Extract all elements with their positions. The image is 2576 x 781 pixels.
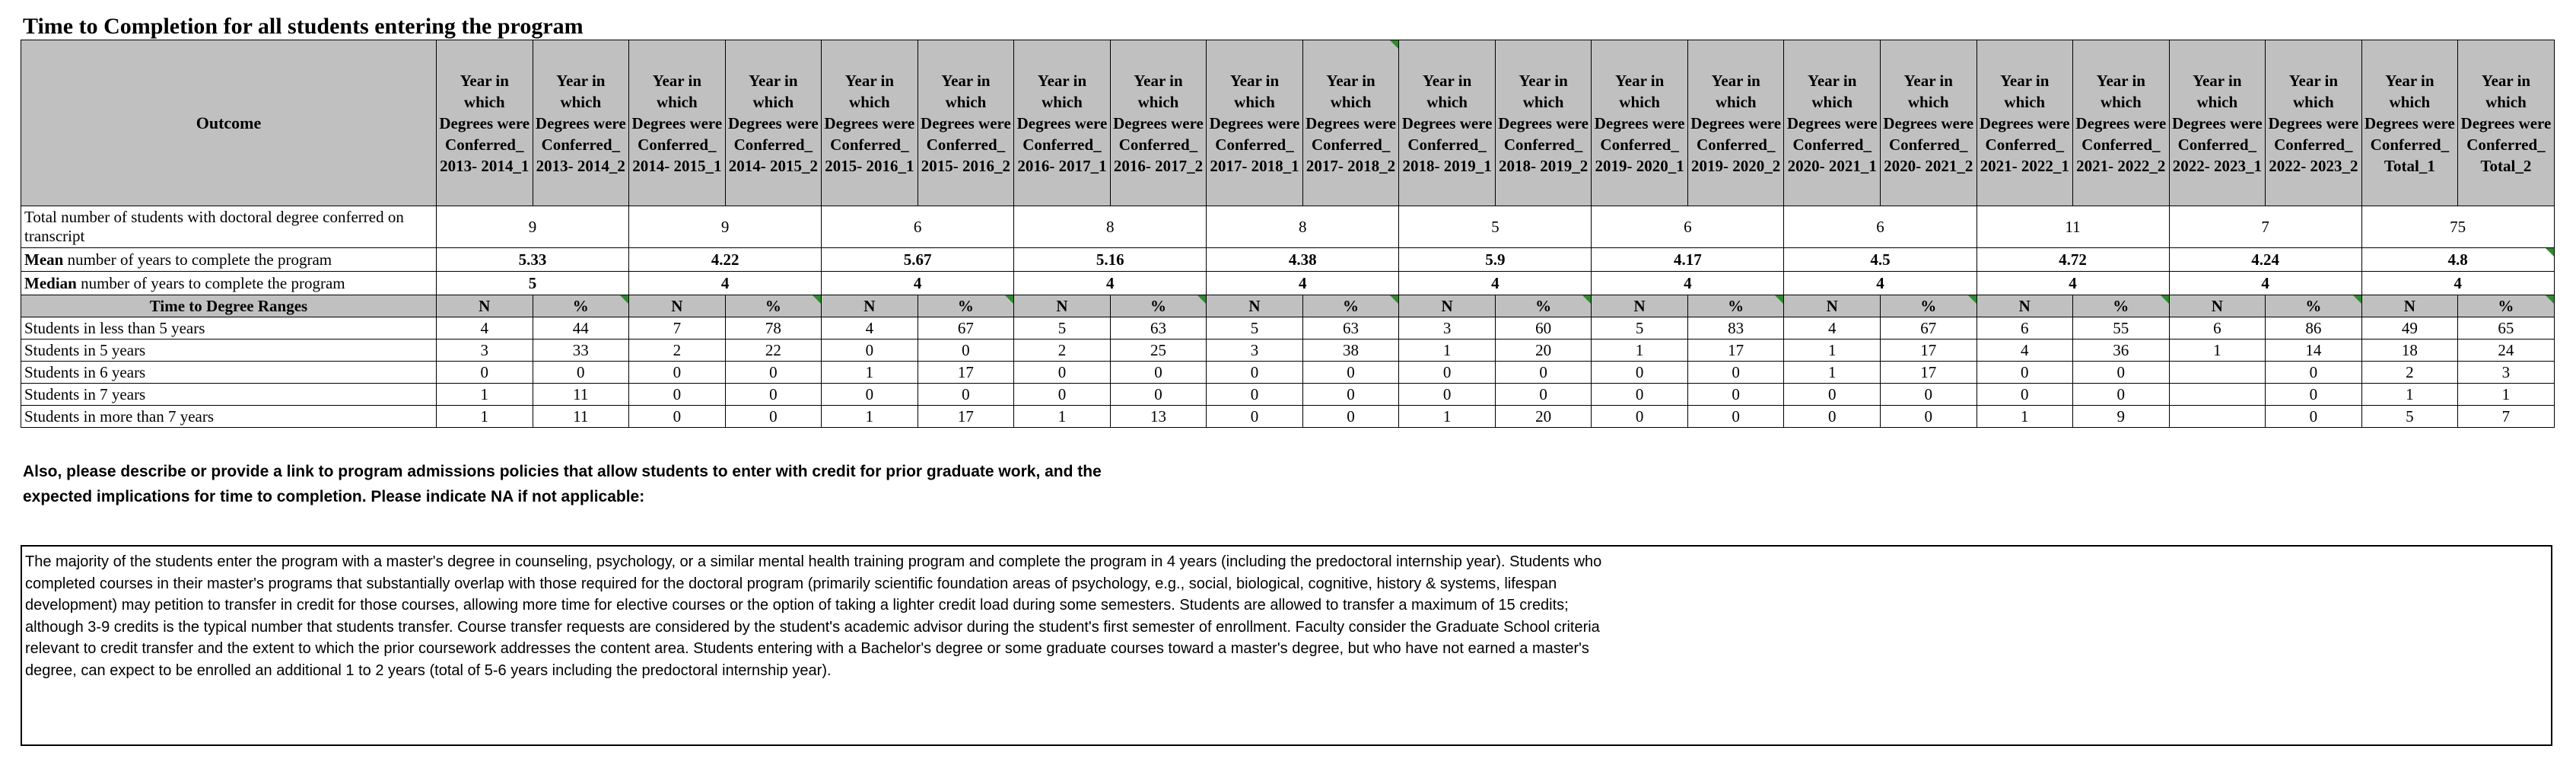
n-value: 5: [1014, 317, 1111, 339]
percent-value: 63: [1302, 317, 1399, 339]
percent-value: 11: [533, 384, 629, 406]
n-value: 4: [822, 317, 918, 339]
n-value: 1: [1399, 339, 1496, 362]
year-column-header: Year in which Degrees were Conferred_ 2016- 2017_1: [1014, 40, 1111, 206]
percent-value: 0: [2073, 384, 2170, 406]
n-value: 1: [1592, 339, 1688, 362]
percent-column-header: %: [1495, 295, 1592, 317]
percent-value: 11: [533, 406, 629, 428]
summary-value: 4: [1399, 272, 1592, 295]
summary-row: [21, 248, 2555, 272]
n-value: 0: [1207, 384, 1303, 406]
n-value: 0: [1207, 362, 1303, 384]
n-value: [2169, 384, 2266, 406]
year-column-header: Year in which Degrees were Conferred_ 2015- 2016_1: [822, 40, 918, 206]
summary-value: 7: [2169, 206, 2361, 248]
summary-value: 75: [2361, 206, 2554, 248]
year-column-header: Year in which Degrees were Conferred_ 2019- 2020_2: [1687, 40, 1784, 206]
answer-text: The majority of the students enter the program with a master's degree in counseling, psychology, or a similar mental health training program and complete the program in 4 years (including the predoctoral internship year). Students who completed courses in their master's programs that substantially overlap with those required for the doctoral program (primarily scientific foundation areas of psychology, e.g., social, biological, cognitive, history & systems, lifespan development) may petition to transfer in credit for those courses, allowing more time for elective courses or the option of taking a lighter credit load during some semesters. Students are allowed to transfer a maximum of 15 credits; although 3-9 credits is the typical number that students transfer. Course transfer requests are considered by the student's academic advisor during the student's first semester of enrollment. Faculty consider the Graduate School criteria relevant to credit transfer and the extent to which the prior coursework addresses the content area. Students entering with a Bachelor's degree or some graduate courses toward a master's degree, but who have not earned a master's degree, can expect to be enrolled an additional 1 to 2 years (total of 5-6 years including the predoctoral internship year).: [25, 553, 1602, 679]
n-value: 0: [1014, 362, 1111, 384]
summary-value: 4: [629, 272, 822, 295]
percent-value: 55: [2073, 317, 2170, 339]
admissions-policy-question: Also, please describe or provide a link to program admissions policies that allow students to enter with credit for prior graduate work, and the expected implications for time to completion. Please indicate NA if not applicable:: [23, 463, 1102, 505]
n-value: 4: [1784, 317, 1881, 339]
percent-value: 25: [1110, 339, 1207, 362]
summary-value: 8: [1014, 206, 1207, 248]
year-column-header: Year in which Degrees were Conferred_ 2015- 2016_2: [918, 40, 1014, 206]
range-row: [21, 406, 2555, 428]
year-column-header: Year in which Degrees were Conferred_ 2018- 2019_2: [1495, 40, 1592, 206]
summary-value: 5.16: [1014, 248, 1207, 272]
n-column-header: N: [1207, 295, 1303, 317]
comment-marker-icon: [2546, 248, 2554, 257]
percent-column-header: %: [1110, 295, 1207, 317]
percent-value: 0: [2073, 362, 2170, 384]
percent-column-header: %: [1880, 295, 1977, 317]
n-value: [2169, 406, 2266, 428]
n-column-header: N: [437, 295, 533, 317]
n-column-header: N: [1399, 295, 1496, 317]
percent-value: 0: [1495, 362, 1592, 384]
year-column-header: Year in which Degrees were Conferred_ 2013- 2014_1: [437, 40, 533, 206]
comment-marker-icon: [620, 295, 628, 304]
percent-value: 20: [1495, 339, 1592, 362]
summary-value: 6: [1784, 206, 1977, 248]
summary-value: 4: [822, 272, 1014, 295]
n-value: 0: [822, 384, 918, 406]
percent-value: 0: [725, 362, 822, 384]
n-column-header: N: [629, 295, 726, 317]
percent-value: 9: [2073, 406, 2170, 428]
year-column-header: Year in which Degrees were Conferred_ 2018- 2019_1: [1399, 40, 1496, 206]
year-column-header: Year in which Degrees were Conferred_ 2014- 2015_1: [629, 40, 726, 206]
range-row: [21, 317, 2555, 339]
range-row: [21, 384, 2555, 406]
n-value: 5: [1207, 317, 1303, 339]
answer-text-box[interactable]: [21, 545, 2552, 746]
n-value: 0: [437, 362, 533, 384]
summary-value: 4: [1014, 272, 1207, 295]
percent-value: 17: [918, 406, 1014, 428]
n-value: 1: [1977, 406, 2073, 428]
comment-marker-icon: [2161, 295, 2169, 304]
year-column-header: Year in which Degrees were Conferred_ 2013- 2014_2: [533, 40, 629, 206]
summary-label-emphasis: Mean: [24, 250, 64, 269]
percent-value: 0: [1880, 406, 1977, 428]
summary-value: 4: [1784, 272, 1977, 295]
n-value: 7: [629, 317, 726, 339]
comment-marker-icon: [1005, 295, 1013, 304]
summary-label-text: number of years to complete the program: [76, 273, 345, 292]
summary-label-emphasis: Median: [24, 273, 77, 292]
percent-value: 0: [2266, 384, 2362, 406]
comment-marker-icon: [813, 295, 821, 304]
range-row-label: Students in more than 7 years: [21, 406, 437, 428]
n-value: 4: [437, 317, 533, 339]
year-column-header: Year in which Degrees were Conferred_ 2017- 2018_1: [1207, 40, 1303, 206]
n-value: [2169, 362, 2266, 384]
table-header-row: [21, 40, 2555, 206]
summary-value: 4: [1592, 272, 1784, 295]
ranges-header: Time to Degree Ranges: [21, 295, 437, 317]
n-column-header: N: [2169, 295, 2266, 317]
year-column-header: Year in which Degrees were Conferred_ 2014- 2015_2: [725, 40, 822, 206]
percent-value: 0: [1687, 384, 1784, 406]
summary-value: 5: [437, 272, 629, 295]
ranges-header-row: [21, 295, 2555, 317]
percent-value: 0: [1687, 406, 1784, 428]
percent-value: 63: [1110, 317, 1207, 339]
percent-column-header: %: [918, 295, 1014, 317]
summary-row-label: [21, 248, 437, 272]
n-value: 0: [1977, 362, 2073, 384]
n-value: 0: [1207, 406, 1303, 428]
n-value: 1: [1784, 339, 1881, 362]
comment-marker-icon: [2546, 295, 2554, 304]
year-column-header: Year in which Degrees were Conferred_ 2016- 2017_2: [1110, 40, 1207, 206]
percent-value: 38: [1302, 339, 1399, 362]
summary-value: 4.24: [2169, 248, 2361, 272]
page-title: Time to Completion for all students entering the program: [23, 14, 584, 39]
percent-value: 36: [2073, 339, 2170, 362]
percent-value: 22: [725, 339, 822, 362]
percent-value: 0: [1110, 362, 1207, 384]
percent-value: 86: [2266, 317, 2362, 339]
n-value: 1: [437, 406, 533, 428]
range-row: [21, 339, 2555, 362]
n-value: 1: [822, 362, 918, 384]
year-column-header: Year in which Degrees were Conferred_ 2017- 2018_2: [1302, 40, 1399, 206]
percent-value: 17: [918, 362, 1014, 384]
n-value: 0: [1784, 384, 1881, 406]
n-value: 3: [437, 339, 533, 362]
year-column-header: Year in which Degrees were Conferred_ 2020- 2021_1: [1784, 40, 1881, 206]
comment-marker-icon: [1775, 295, 1783, 304]
percent-value: 60: [1495, 317, 1592, 339]
year-column-header: Year in which Degrees were Conferred_ 2022- 2023_1: [2169, 40, 2266, 206]
percent-value: 67: [1880, 317, 1977, 339]
percent-value: 1: [2458, 384, 2555, 406]
summary-value: 6: [822, 206, 1014, 248]
n-value: 0: [629, 362, 726, 384]
year-column-header: Year in which Degrees were Conferred_ 2021- 2022_1: [1977, 40, 2073, 206]
summary-value: 4.17: [1592, 248, 1784, 272]
range-row-label: Students in 7 years: [21, 384, 437, 406]
n-column-header: N: [1977, 295, 2073, 317]
range-row-label: Students in less than 5 years: [21, 317, 437, 339]
year-column-header: Year in which Degrees were Conferred_ Total_1: [2361, 40, 2458, 206]
summary-row: [21, 272, 2555, 295]
year-column-header: Year in which Degrees were Conferred_ Total_2: [2458, 40, 2555, 206]
comment-marker-icon: [1390, 295, 1398, 304]
n-value: 2: [2361, 362, 2458, 384]
n-value: 1: [822, 406, 918, 428]
n-value: 6: [1977, 317, 2073, 339]
n-value: 1: [2169, 339, 2266, 362]
n-value: 1: [2361, 384, 2458, 406]
n-value: 0: [1592, 406, 1688, 428]
n-value: 0: [629, 384, 726, 406]
n-value: 0: [1592, 384, 1688, 406]
n-value: 4: [1977, 339, 2073, 362]
summary-row-label: Total number of students with doctoral degree conferred on transcript: [21, 206, 437, 248]
year-column-header: Year in which Degrees were Conferred_ 2020- 2021_2: [1880, 40, 1977, 206]
percent-value: 0: [1495, 384, 1592, 406]
summary-value: 4.22: [629, 248, 822, 272]
percent-value: 0: [725, 384, 822, 406]
n-value: 18: [2361, 339, 2458, 362]
percent-value: 44: [533, 317, 629, 339]
summary-value: 4: [1207, 272, 1399, 295]
comment-marker-icon: [1968, 295, 1977, 304]
percent-column-header: %: [1302, 295, 1399, 317]
n-value: 1: [437, 384, 533, 406]
percent-value: 83: [1687, 317, 1784, 339]
percent-value: 3: [2458, 362, 2555, 384]
n-value: 0: [1784, 406, 1881, 428]
summary-value: 4: [2361, 272, 2554, 295]
range-row-label: Students in 6 years: [21, 362, 437, 384]
summary-value: 5: [1399, 206, 1592, 248]
percent-value: 13: [1110, 406, 1207, 428]
summary-value: 5.9: [1399, 248, 1592, 272]
percent-value: 17: [1880, 362, 1977, 384]
percent-value: 0: [533, 362, 629, 384]
summary-value: 8: [1207, 206, 1399, 248]
summary-value: 4.8: [2361, 248, 2554, 272]
summary-value: 4.72: [1977, 248, 2169, 272]
n-value: 0: [1592, 362, 1688, 384]
n-value: 0: [629, 406, 726, 428]
n-value: 3: [1207, 339, 1303, 362]
percent-value: 0: [2266, 362, 2362, 384]
percent-value: 7: [2458, 406, 2555, 428]
percent-value: 0: [1302, 362, 1399, 384]
comment-marker-icon: [1197, 295, 1206, 304]
summary-value: 9: [437, 206, 629, 248]
percent-value: 24: [2458, 339, 2555, 362]
n-value: 49: [2361, 317, 2458, 339]
n-value: 1: [1399, 406, 1496, 428]
percent-value: 0: [918, 339, 1014, 362]
percent-column-header: %: [2266, 295, 2362, 317]
percent-column-header: %: [533, 295, 629, 317]
outcome-header: Outcome: [21, 40, 437, 206]
n-value: 0: [1014, 384, 1111, 406]
comment-marker-icon: [1390, 40, 1398, 49]
n-value: 0: [822, 339, 918, 362]
summary-value: 6: [1592, 206, 1784, 248]
n-value: 2: [629, 339, 726, 362]
range-row: [21, 362, 2555, 384]
n-column-header: N: [1784, 295, 1881, 317]
year-column-header: Year in which Degrees were Conferred_ 2022- 2023_2: [2266, 40, 2362, 206]
percent-value: 17: [1880, 339, 1977, 362]
n-value: 5: [2361, 406, 2458, 428]
percent-value: 17: [1687, 339, 1784, 362]
n-column-header: N: [2361, 295, 2458, 317]
summary-row-label: [21, 272, 437, 295]
range-row-label: Students in 5 years: [21, 339, 437, 362]
percent-value: 0: [1880, 384, 1977, 406]
comment-marker-icon: [1582, 295, 1591, 304]
percent-value: 65: [2458, 317, 2555, 339]
summary-value: 5.33: [437, 248, 629, 272]
summary-value: 4.5: [1784, 248, 1977, 272]
percent-value: 0: [1302, 406, 1399, 428]
n-value: 2: [1014, 339, 1111, 362]
summary-value: 4.38: [1207, 248, 1399, 272]
percent-value: 78: [725, 317, 822, 339]
n-column-header: N: [1592, 295, 1688, 317]
time-to-completion-table: [21, 40, 2555, 428]
percent-value: 0: [918, 384, 1014, 406]
n-value: 0: [1399, 362, 1496, 384]
percent-value: 14: [2266, 339, 2362, 362]
n-value: 5: [1592, 317, 1688, 339]
percent-value: 67: [918, 317, 1014, 339]
n-column-header: N: [1014, 295, 1111, 317]
year-column-header: Year in which Degrees were Conferred_ 2019- 2020_1: [1592, 40, 1688, 206]
percent-value: 0: [725, 406, 822, 428]
summary-value: 4: [2169, 272, 2361, 295]
percent-column-header: %: [1687, 295, 1784, 317]
n-column-header: N: [822, 295, 918, 317]
percent-value: 0: [1302, 384, 1399, 406]
year-column-header: Year in which Degrees were Conferred_ 2021- 2022_2: [2073, 40, 2170, 206]
n-value: 0: [1399, 384, 1496, 406]
percent-value: 33: [533, 339, 629, 362]
n-value: 0: [1977, 384, 2073, 406]
comment-marker-icon: [2353, 295, 2361, 304]
summary-value: 5.67: [822, 248, 1014, 272]
percent-value: 0: [2266, 406, 2362, 428]
summary-label-text: number of years to complete the program: [63, 250, 332, 269]
percent-value: 20: [1495, 406, 1592, 428]
percent-column-header: %: [725, 295, 822, 317]
summary-value: 11: [1977, 206, 2169, 248]
percent-column-header: %: [2458, 295, 2555, 317]
percent-column-header: %: [2073, 295, 2170, 317]
summary-row: [21, 206, 2555, 248]
summary-value: 9: [629, 206, 822, 248]
n-value: 3: [1399, 317, 1496, 339]
n-value: 6: [2169, 317, 2266, 339]
n-value: 1: [1784, 362, 1881, 384]
summary-value: 4: [1977, 272, 2169, 295]
percent-value: 0: [1110, 384, 1207, 406]
n-value: 1: [1014, 406, 1111, 428]
percent-value: 0: [1687, 362, 1784, 384]
